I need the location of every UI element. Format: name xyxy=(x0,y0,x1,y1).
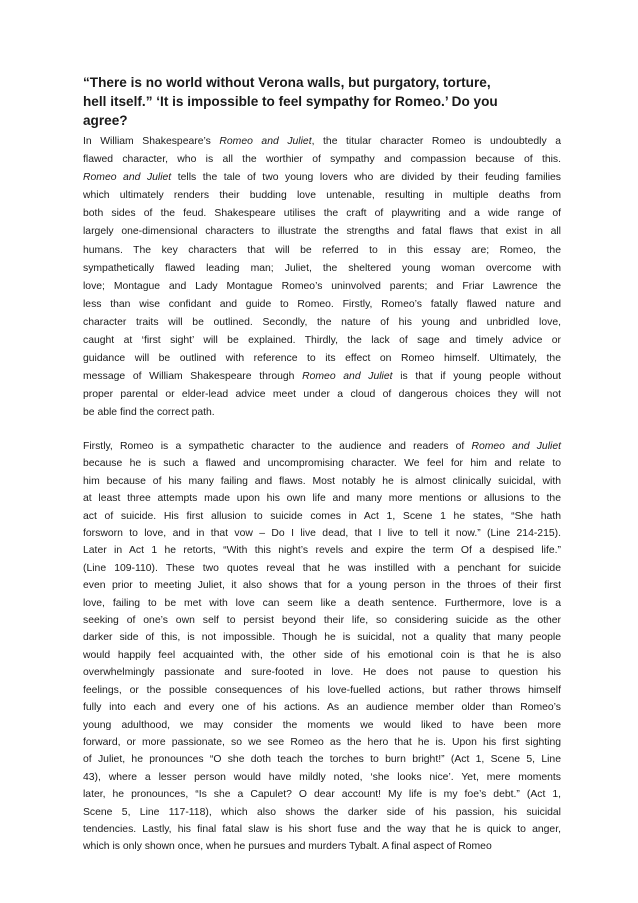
text-line: of Juliet, he pronounces “O she doth teach the torches to burn bright!” (Act 1, Scene 5, Line xyxy=(83,754,561,766)
text-line: Later in Act 1 he retorts, “With this night’s revels and expire the term Of a despised life.” xyxy=(83,545,561,557)
text-line: later, he pronounces, “Is she a Capulet? O dear account! My life is my foe’s debt.” (Act 1, xyxy=(83,789,561,801)
text-line: humans. The key characters that will be referred to in this essay are; Romeo, the xyxy=(83,244,561,256)
text-line: sympathetically flawed leading man; Juliet, the sheltered young woman overcome with xyxy=(83,262,561,274)
text-line: Romeo and Juliet tells the tale of two young lovers who are divided by their feuding families xyxy=(83,172,561,184)
essay-title xyxy=(83,73,563,130)
body-paragraph xyxy=(83,438,561,856)
text-line: seeking of one’s own self to persist beyond their life, so considering suicide as the other xyxy=(83,615,561,627)
text-line: because he is such a flawed and uncompromising character. We feel for him and relate to xyxy=(83,458,561,470)
text-line: less than wise confidant and guide to Romeo. Firstly, Romeo’s fatally flawed nature and xyxy=(83,298,561,310)
text-line: both sides of the feud. Shakespeare utilises the craft of playwriting and a wide range of xyxy=(83,208,561,220)
text-line: Scene 5, Line 117-118), which also shows the darker side of his passion, his suicidal xyxy=(83,806,561,818)
text-line: act of suicide. His first allusion to suicide comes in Act 1, Scene 1 he states, “She hath xyxy=(83,510,561,522)
text-line: caught at ‘first sight’ will be explained. Thirdly, the lack of sage and timely advice or xyxy=(83,335,561,347)
text-line: character traits will be outlined. Secondly, the nature of his young and unbridled love, xyxy=(83,316,561,328)
title-line: agree? xyxy=(83,113,128,128)
text-line: message of William Shakespeare through Romeo and Juliet is that if young people without xyxy=(83,371,561,383)
text-line: 43), where a lesser person would have mildly noted, ‘she looks nice’. Yet, mere moments xyxy=(83,771,561,783)
introduction-paragraph xyxy=(83,133,561,423)
text-line: flawed character, who is all the worthier of sympathy and compassion because of this. xyxy=(83,154,561,166)
text-line: feelings, or the possible consequences of his love-fuelled actions, but rather throws himself xyxy=(83,684,561,696)
text-line: guidance will be outlined with reference to its effect on Romeo himself. Ultimately, the xyxy=(83,353,561,365)
text-line: him because of his many failing and flaws. Most notably he is almost clinically suicidal, with xyxy=(83,475,561,487)
text-line: young adulthood, we may consider the moments we would liked to have been more xyxy=(83,719,561,731)
text-line: In William Shakespeare’s Romeo and Juliet, the titular character Romeo is undoubtedly a xyxy=(83,136,561,147)
text-line: Firstly, Romeo is a sympathetic character to the audience and readers of Romeo and Juliet xyxy=(83,441,561,452)
text-line: love; Montague and Lady Montague Romeo’s uninvolved parents; and Friar Lawrence the xyxy=(83,280,561,292)
text-line: forward, or more passionate, so we see Romeo as the hero that he is. Upon his first sighting xyxy=(83,736,561,748)
text-line: largely one-dimensional characters to illustrate the strengths and fatal flaws that exist in all xyxy=(83,226,561,238)
play-title: Romeo and Juliet xyxy=(83,172,172,184)
title-line: hell itself.” ‘It is impossible to feel sympathy for Romeo.’ Do you xyxy=(83,94,498,109)
text-line: be able find the correct path. xyxy=(83,407,215,419)
play-title: Romeo and Juliet xyxy=(302,371,393,383)
text-line: tendencies. Lastly, his final fatal slaw is his short fuse and the way that he is quick to anger, xyxy=(83,823,561,835)
text-line: which ultimately renders their budding love untenable, resulting in multiple deaths from xyxy=(83,190,561,202)
text-line: would happily feel acquainted with, the other side of his emotional coin is that he is also xyxy=(83,649,561,661)
text-line: forsworn to love, and in that vow – Do I live dead, that I live to tell it now.” (Line 214-215). xyxy=(83,528,561,540)
text-line: love, failing to be met with love can seem like a death sentence. Furthermore, love is a xyxy=(83,597,561,609)
text-line: overwhelmingly passionate and sure-footed in love. He does not pause to question his xyxy=(83,667,561,679)
text-line: (Line 109-110). These two quotes reveal that he was instilled with a penchant for suicide xyxy=(83,562,561,574)
text-line: fully into each and every one of his actions. As an audience member older than Romeo’s xyxy=(83,702,561,714)
text-line: darker side of this, is not impossible. Though he is suicidal, not a quality that many people xyxy=(83,632,561,644)
play-title: Romeo and Juliet xyxy=(219,136,312,147)
text-line: proper parental or elder-lead advice meet under a cloud of dangerous choices they will not xyxy=(83,389,561,401)
text-line: even prior to meeting Juliet, it also shows that for a young person in the throes of their first xyxy=(83,580,561,592)
text-line: at least three attempts made upon his own life and many more mentions or allusions to the xyxy=(83,493,561,505)
play-title: Romeo and Juliet xyxy=(471,441,561,452)
title-line: “There is no world without Verona walls, but purgatory, torture, xyxy=(83,75,491,90)
text-line: which is only shown once, when he pursues and murders Tybalt. A final aspect of Romeo xyxy=(83,841,492,853)
